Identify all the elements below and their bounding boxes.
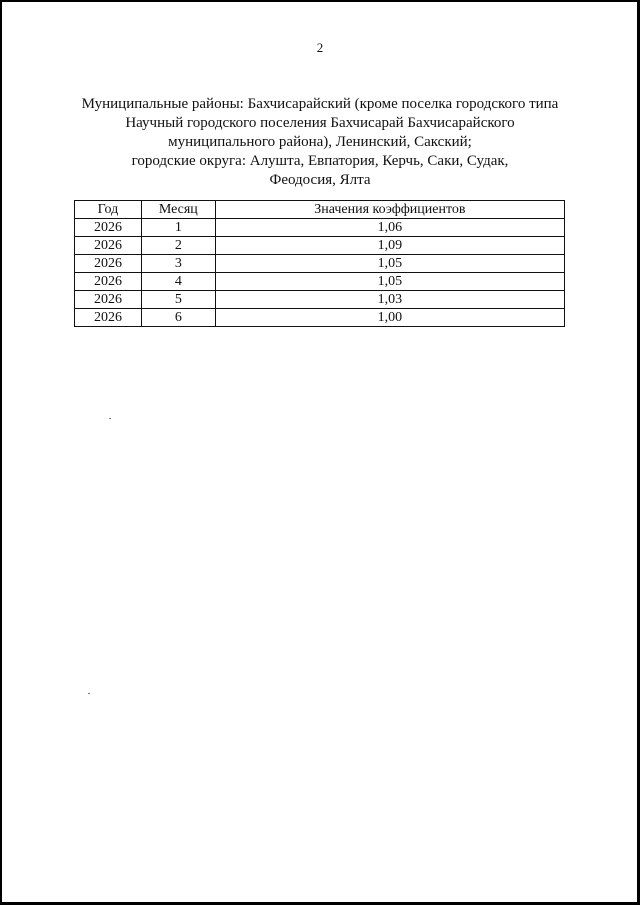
cell-year: 2026 (75, 291, 142, 309)
table-row (75, 309, 565, 327)
header-coefficient-value: Значения коэффициентов (215, 201, 564, 219)
scan-border-top (0, 0, 640, 2)
heading-line: Феодосия, Ялта (269, 172, 371, 188)
cell-month: 2 (141, 237, 215, 255)
table-row (75, 291, 565, 309)
section-heading (60, 95, 580, 190)
scan-border-left (0, 0, 2, 905)
cell-coefficient: 1,09 (215, 237, 564, 255)
cell-coefficient: 1,00 (215, 309, 564, 327)
scan-speck (88, 693, 90, 694)
heading-line: городские округа: Алушта, Евпатория, Керчь, Саки, Судак, (131, 153, 509, 169)
cell-year: 2026 (75, 273, 142, 291)
header-year: Год (75, 201, 142, 219)
table-row (75, 273, 565, 291)
cell-year: 2026 (75, 219, 142, 237)
cell-coefficient: 1,05 (215, 273, 564, 291)
page-number: 2 (316, 40, 324, 55)
cell-year: 2026 (75, 255, 142, 273)
cell-month: 3 (141, 255, 215, 273)
heading-line: муниципального района), Ленинский, Сакский; (168, 134, 472, 150)
cell-year: 2026 (75, 237, 142, 255)
coefficients-table (74, 200, 565, 327)
heading-line: Муниципальные районы: Бахчисарайский (кроме поселка городского типа (81, 96, 559, 112)
table-header-row (75, 201, 565, 219)
table-row (75, 219, 565, 237)
cell-month: 4 (141, 273, 215, 291)
cell-month: 1 (141, 219, 215, 237)
table-row (75, 255, 565, 273)
cell-month: 5 (141, 291, 215, 309)
heading-line: Научный городского поселения Бахчисарай Бахчисарайского (125, 115, 515, 131)
cell-year: 2026 (75, 309, 142, 327)
cell-coefficient: 1,06 (215, 219, 564, 237)
scan-speck (109, 418, 111, 419)
cell-coefficient: 1,05 (215, 255, 564, 273)
cell-coefficient: 1,03 (215, 291, 564, 309)
cell-month: 6 (141, 309, 215, 327)
table-row (75, 237, 565, 255)
header-month: Месяц (141, 201, 215, 219)
